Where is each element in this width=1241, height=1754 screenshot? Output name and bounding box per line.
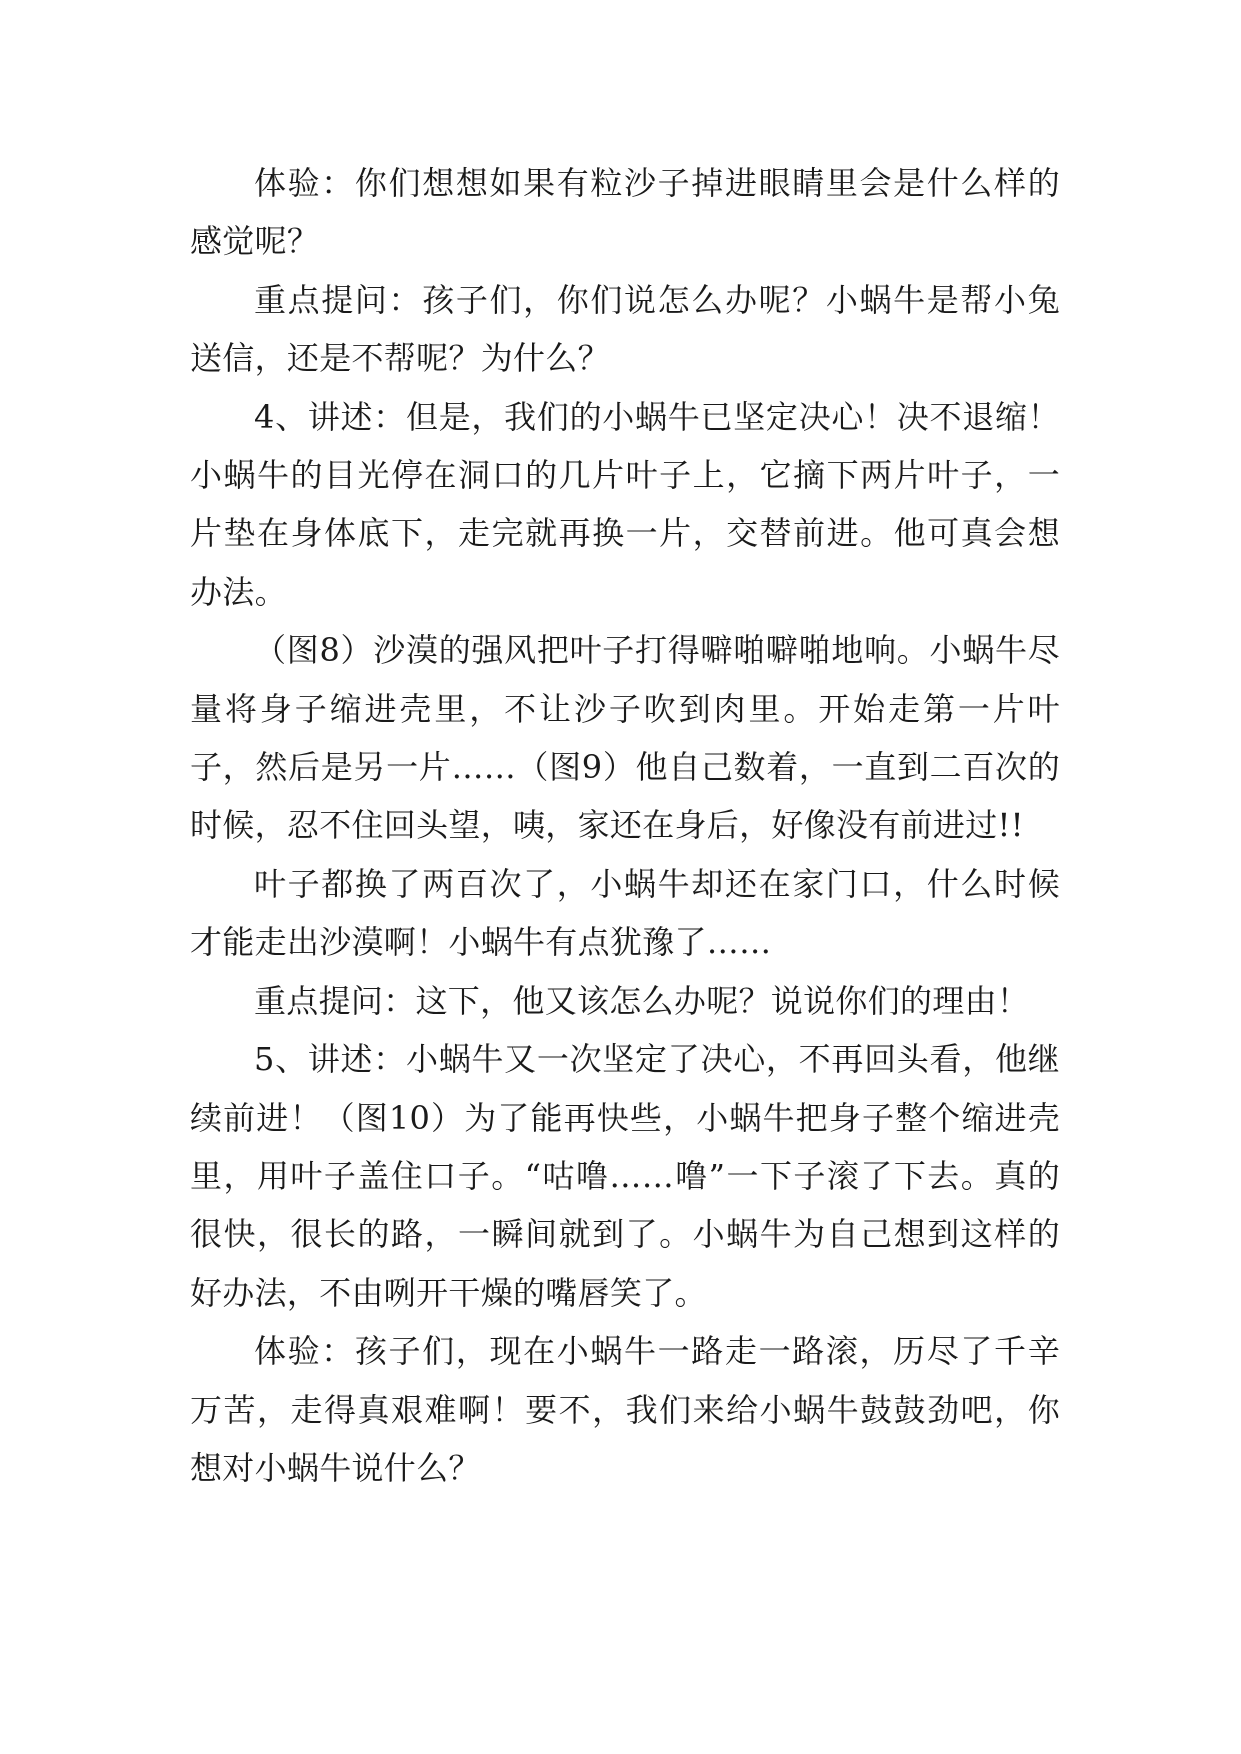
paragraph-experience-2: 体验：孩子们，现在小蜗牛一路走一路滚，历尽了千辛万苦，走得真艰难啊！要不，我们来给小蜗牛鼓鼓劲吧，你想对小蜗牛说什么？ bbox=[190, 1332, 1060, 1487]
paragraph-narration-4: 4、讲述：但是，我们的小蜗牛已坚定决心！决不退缩！小蜗牛的目光停在洞口的几片叶子上，它摘下两片叶子，一片垫在身体底下，走完就再换一片，交替前进。他可真会想办法。 bbox=[190, 397, 1060, 611]
paragraph-leaves-changed: 叶子都换了两百次了，小蜗牛却还在家门口，什么时候才能走出沙漠啊！小蜗牛有点犹豫了…… bbox=[190, 864, 1060, 962]
paragraph-experience-1: 体验：你们想想如果有粒沙子掉进眼睛里会是什么样的感觉呢？ bbox=[190, 164, 1060, 261]
document-page bbox=[190, 154, 1060, 1497]
paragraph-key-question-2: 重点提问：这下，他又该怎么办呢？说说你们的理由！ bbox=[254, 981, 1030, 1020]
paragraph-narration-5: 5、讲述：小蜗牛又一次坚定了决心，不再回头看，他继续前进！（图10）为了能再快些，小蜗牛把身子整个缩进壳里，用叶子盖住口子。“咕噜……噜”一下子滚了下去。真的很快，很长的路，一瞬间就到了。小蜗牛为自己想到这样的好办法，不由咧开干燥的嘴唇笑了。 bbox=[190, 1040, 1060, 1312]
paragraph-figure-8: （图8）沙漠的强风把叶子打得噼啪噼啪地响。小蜗牛尽量将身子缩进壳里，不让沙子吹到肉里。开始走第一片叶子，然后是另一片……（图9）他自己数着，一直到二百次的时候，忍不住回头望，咦，家还在身后，好像没有前进过!! bbox=[190, 631, 1060, 845]
paragraph-key-question-1: 重点提问：孩子们，你们说怎么办呢？小蜗牛是帮小兔送信，还是不帮呢？为什么？ bbox=[190, 280, 1060, 378]
